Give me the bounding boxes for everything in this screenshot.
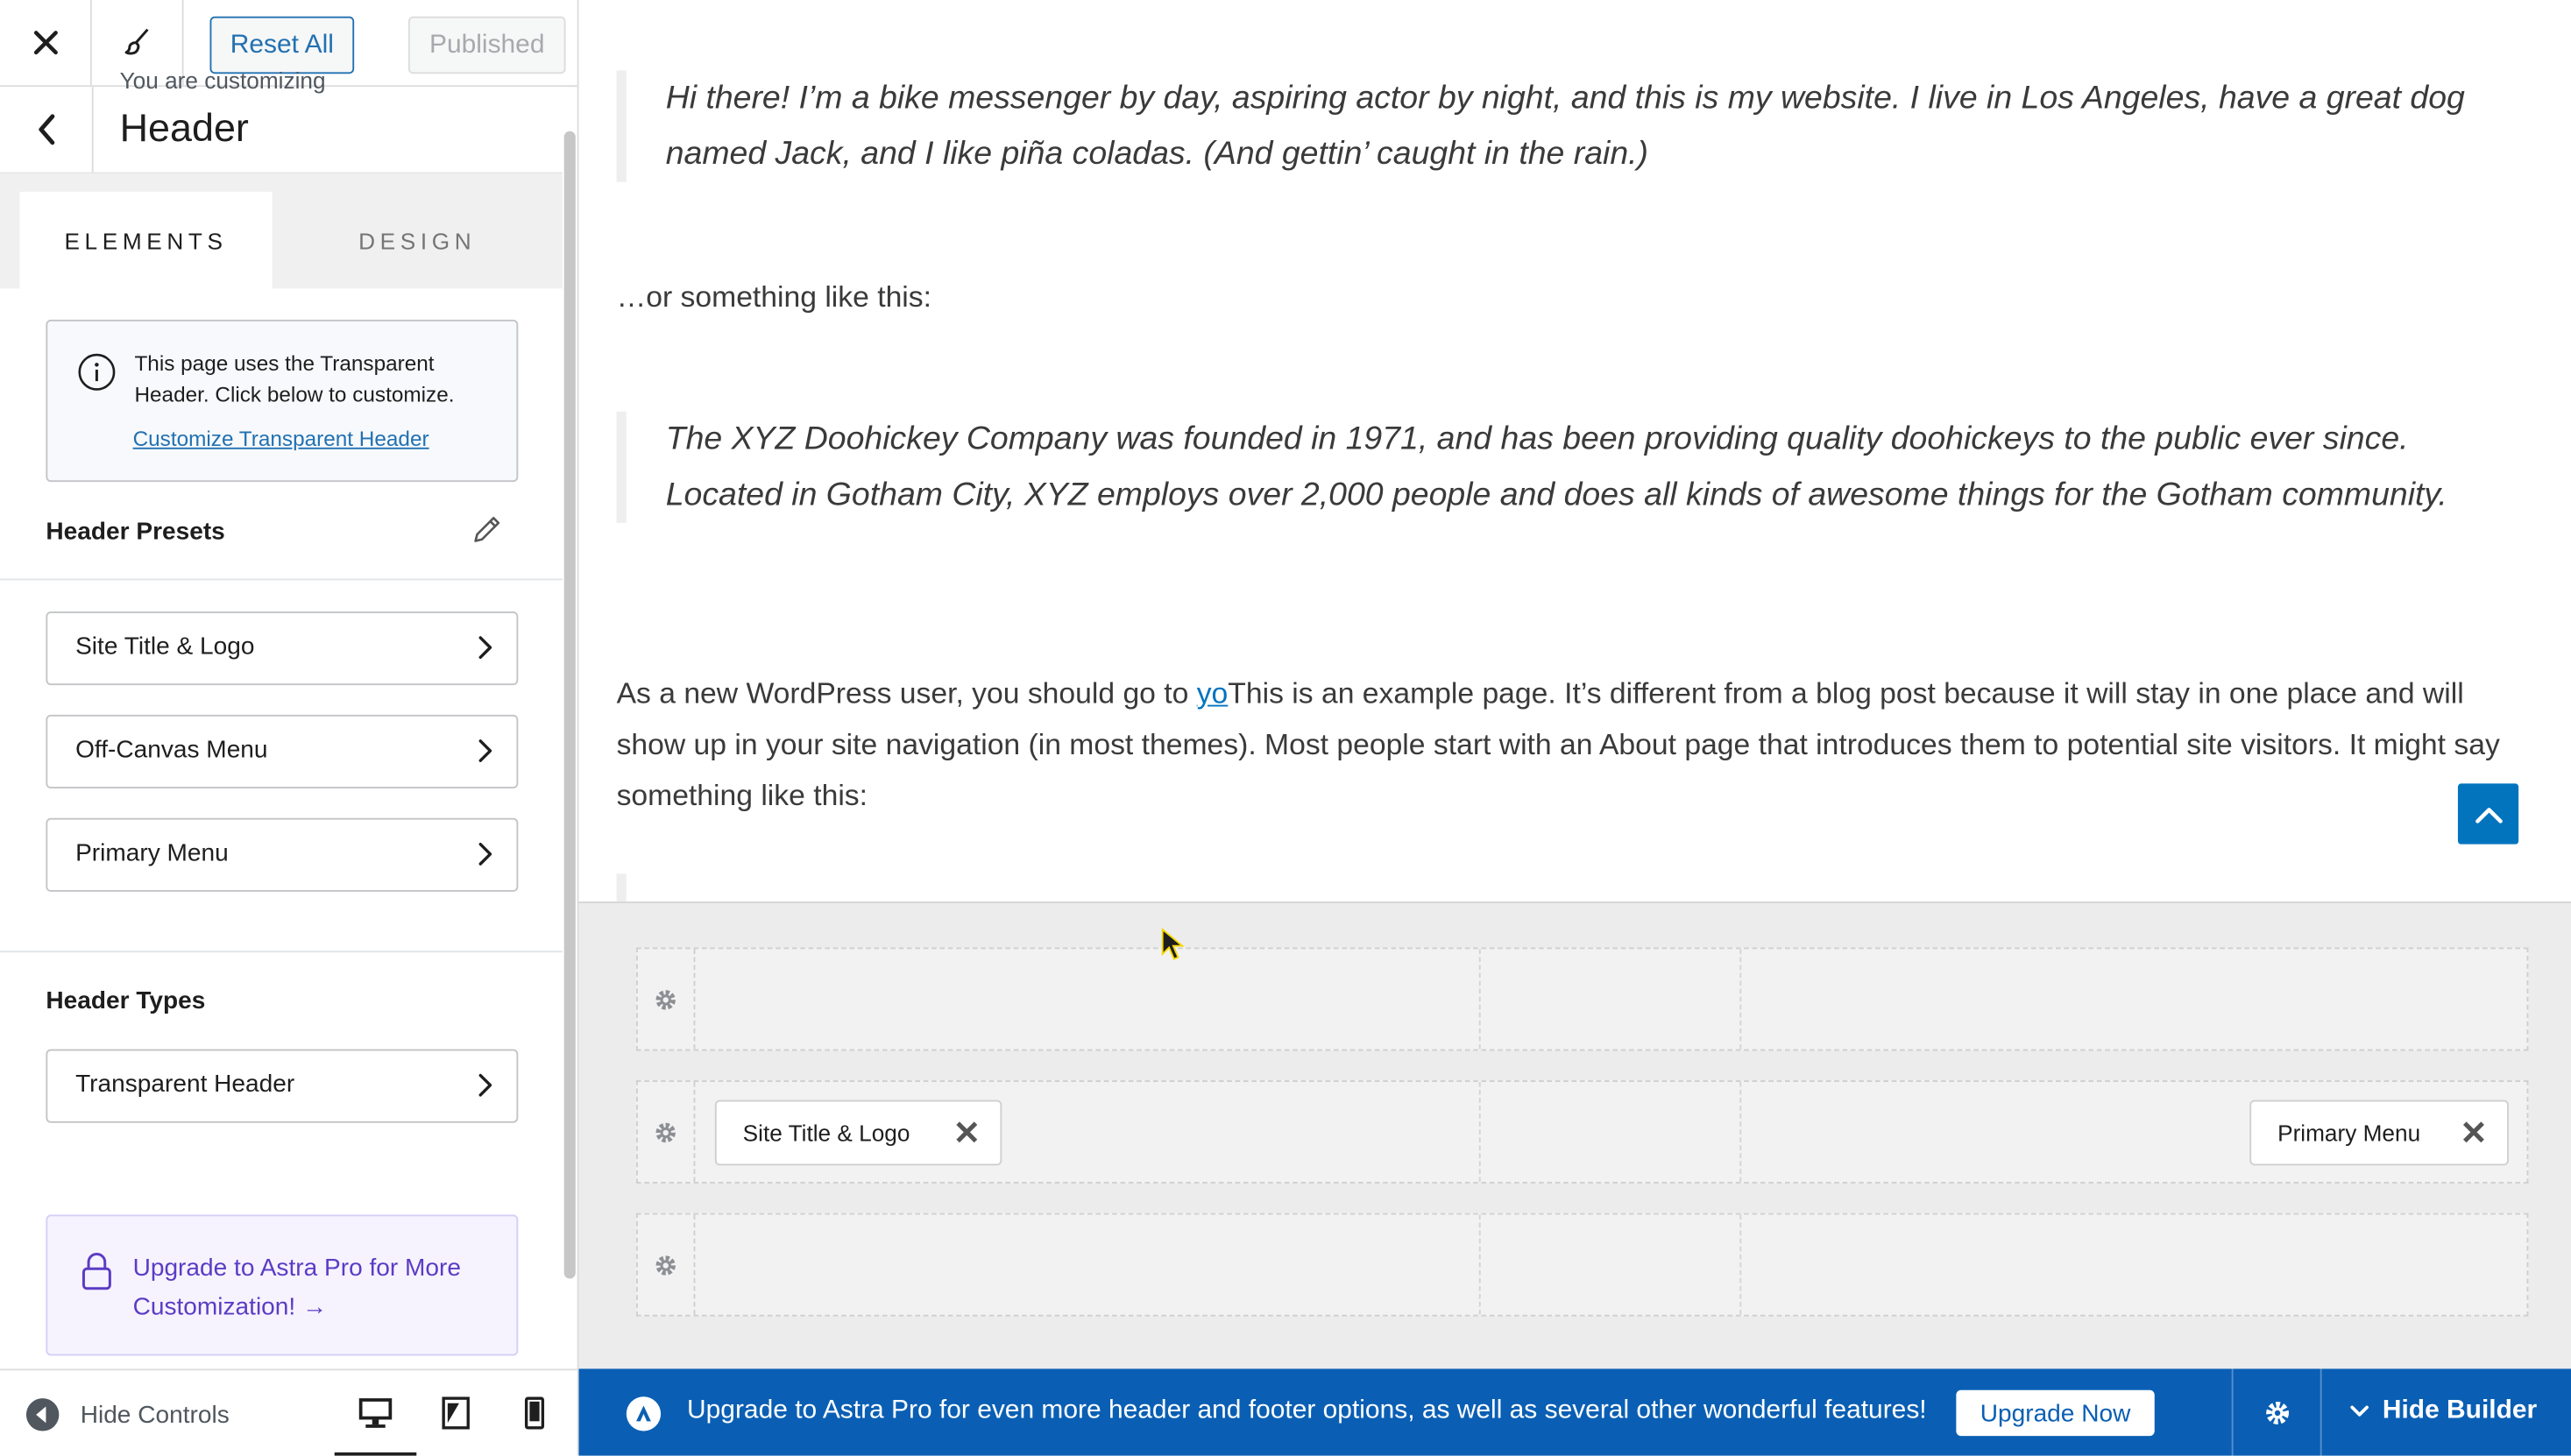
notice-text: This page uses the Transparent Header. Click below to customize. [134, 350, 455, 407]
mouse-cursor-icon [1161, 928, 1184, 960]
row-settings-button[interactable] [638, 1215, 695, 1315]
preset-item-label: Off-Canvas Menu [75, 736, 268, 764]
close-customizer-button[interactable] [0, 0, 92, 85]
remove-icon[interactable]: ✕ [2460, 1115, 2488, 1152]
tab-elements[interactable]: ELEMENTS [19, 192, 272, 288]
gear-icon [655, 987, 677, 1010]
reset-all-button[interactable]: Reset All [210, 17, 355, 74]
builder-bottom-bar [579, 1368, 2571, 1455]
scroll-to-top-button[interactable] [2458, 783, 2518, 844]
chip-label: Primary Menu [2277, 1120, 2421, 1146]
customize-transparent-header-link[interactable]: Customize Transparent Header [132, 426, 429, 451]
sidebar-scrollbar[interactable] [563, 131, 577, 1279]
chevron-down-icon [2349, 1405, 2369, 1418]
chevron-left-icon [36, 113, 55, 145]
hide-controls-button[interactable] [25, 1396, 230, 1432]
chevron-right-icon [478, 1072, 494, 1099]
mobile-icon [523, 1396, 546, 1429]
builder-row-below[interactable] [636, 1213, 2528, 1317]
back-button[interactable] [0, 87, 94, 172]
row-settings-button[interactable] [638, 949, 695, 1049]
builder-zone-center[interactable] [1481, 949, 1742, 1049]
header-builder [579, 901, 2571, 1370]
tabs [0, 173, 563, 288]
builder-zone-center[interactable] [1481, 1082, 1742, 1182]
preview-desktop-button[interactable] [356, 1394, 395, 1433]
upgrade-pro-link[interactable]: Upgrade to Astra Pro for More Customization! → [132, 1254, 461, 1322]
chevron-right-icon [478, 738, 494, 764]
builder-zone-left[interactable] [694, 949, 1481, 1049]
hide-builder-button[interactable] [2349, 1396, 2537, 1426]
chevron-right-icon [478, 841, 494, 867]
desktop-icon [358, 1396, 393, 1429]
lock-icon [81, 1253, 113, 1292]
tab-design[interactable]: DESIGN [358, 227, 477, 254]
preset-item-site-title-logo[interactable] [46, 611, 518, 685]
preset-item-off-canvas-menu[interactable] [46, 715, 518, 788]
type-item-label: Transparent Header [75, 1070, 295, 1099]
header-presets-title: Header Presets [46, 518, 225, 547]
builder-chip-primary-menu[interactable] [2249, 1100, 2509, 1166]
hide-builder-label: Hide Builder [2382, 1396, 2538, 1425]
upgrade-message: Upgrade to Astra Pro for even more header and footer options, as well as several other wonderful features! [687, 1396, 1927, 1425]
customizing-label: You are customizing [119, 67, 326, 94]
scrollbar-thumb[interactable] [564, 131, 576, 1279]
upgrade-pro-box[interactable] [46, 1215, 518, 1356]
astra-logo-icon [633, 1403, 654, 1424]
active-device-indicator [335, 1452, 417, 1456]
gear-icon [655, 1120, 677, 1143]
row-settings-button[interactable] [638, 1082, 695, 1182]
upgrade-now-button[interactable]: Upgrade Now [1956, 1390, 2154, 1436]
builder-zone-center[interactable] [1481, 1215, 1742, 1315]
brush-icon [121, 26, 153, 59]
gear-icon [655, 1254, 677, 1276]
transparent-header-notice [46, 320, 518, 482]
paragraph-1: …or something like this: [616, 279, 931, 314]
chevron-up-icon [2474, 804, 2504, 823]
blockquote-edge [617, 873, 627, 901]
preset-item-primary-menu[interactable] [46, 818, 518, 892]
hide-controls-label: Hide Controls [80, 1400, 230, 1429]
builder-settings-button[interactable] [2232, 1368, 2322, 1455]
customizer-sidebar [0, 0, 579, 1456]
builder-row-above[interactable] [636, 948, 2528, 1051]
page-title: Header [119, 106, 249, 152]
remove-icon[interactable]: ✕ [953, 1115, 981, 1152]
preview-mobile-button[interactable] [515, 1394, 555, 1433]
paragraph-link[interactable]: yo [1196, 676, 1229, 710]
astra-logo [627, 1396, 661, 1431]
close-icon [32, 30, 58, 56]
published-button[interactable]: Published [408, 17, 566, 74]
divider [0, 579, 563, 581]
blockquote-1: Hi there! I’m a bike messenger by day, aspiring actor by night, and this is my website. I live in Los Angeles, have a great dog named Jack, and I like piña coladas. (And gettin’ caught in the rain.) [617, 70, 2503, 181]
pencil-icon[interactable] [471, 513, 503, 546]
gear-icon [2263, 1399, 2290, 1425]
preset-item-label: Site Title & Logo [75, 633, 255, 661]
divider [0, 951, 563, 952]
info-icon [77, 352, 117, 392]
paragraph-text: As a new WordPress user, you should go to [616, 676, 1197, 710]
type-item-transparent-header[interactable] [46, 1050, 518, 1123]
preview-tablet-button[interactable] [436, 1394, 476, 1433]
builder-row-primary[interactable] [636, 1080, 2528, 1184]
paragraph-2 [617, 668, 2535, 821]
site-preview[interactable] [579, 0, 2571, 901]
header-types-title: Header Types [46, 986, 206, 1015]
paragraph-text: This is an example page. It’s different from a blog post because it will stay in one place and will show up in your site navigation (in most themes). Most people start with an About page that introduces them to potential site visitors. It might say something like this: [616, 676, 2500, 812]
customizer-footer [0, 1368, 577, 1455]
section-header [0, 67, 563, 173]
builder-zone-left[interactable] [694, 1215, 1481, 1315]
builder-chip-site-title-logo[interactable] [715, 1100, 1002, 1166]
chevron-right-icon [478, 634, 494, 661]
tablet-icon [441, 1396, 471, 1429]
blockquote-2: The XYZ Doohickey Company was founded in 1971, and has been providing quality doohickeys to the public ever since. Located in Gotham City, XYZ employs over 2,000 people and does all kinds of awesome things for the Gotham community. [617, 412, 2503, 523]
collapse-icon [25, 1396, 60, 1432]
chip-label: Site Title & Logo [742, 1120, 910, 1146]
preset-item-label: Primary Menu [75, 839, 229, 867]
